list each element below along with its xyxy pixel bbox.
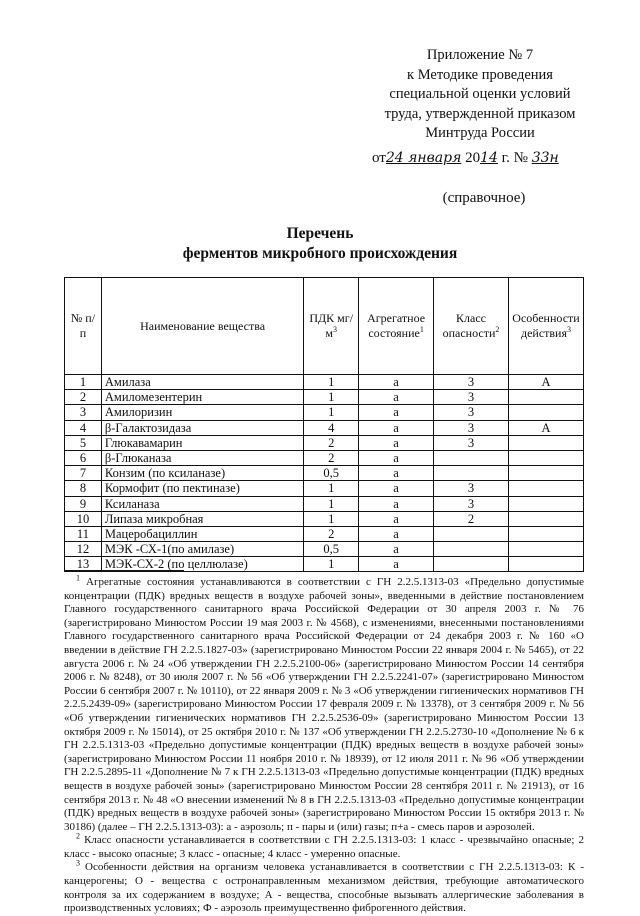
- cell-features: [508, 526, 583, 541]
- cell-name: Амилаза: [101, 375, 303, 390]
- footnote: [64, 831, 584, 861]
- cell-state: а: [359, 526, 434, 541]
- order-year-suffix: 14: [480, 150, 498, 166]
- cell-hazard: 3: [434, 481, 509, 496]
- cell-name: Кормофит (по пектиназе): [101, 481, 303, 496]
- footnotes: [64, 573, 584, 916]
- cell-hazard: [434, 466, 509, 481]
- appendix-header: [360, 46, 600, 144]
- cell-features: [508, 405, 583, 420]
- appendix-line: к Методике проведения: [407, 66, 553, 83]
- cell-state: а: [359, 450, 434, 465]
- table-row: [65, 526, 584, 541]
- appendix-line: труда, утвержденной приказом: [384, 105, 576, 122]
- cell-pdk: 1: [304, 481, 359, 496]
- cell-hazard: 3: [434, 496, 509, 511]
- cell-pdk: 1: [304, 557, 359, 572]
- state-label: Агрегатное состояние: [367, 311, 426, 340]
- cell-state: а: [359, 481, 434, 496]
- hazard-footnote-mark: 2: [495, 325, 500, 334]
- cell-features: А: [508, 420, 583, 435]
- cell-features: [508, 450, 583, 465]
- cell-state: а: [359, 511, 434, 526]
- title-line-1: Перечень: [286, 225, 354, 242]
- features-footnote-mark: 3: [567, 325, 571, 334]
- table-row: [65, 405, 584, 420]
- footnote-divider: [64, 570, 184, 571]
- footnote-mark: 2: [76, 831, 80, 841]
- cell-hazard: 3: [434, 420, 509, 435]
- order-date-line: [372, 150, 602, 167]
- cell-name: Амиломезентерин: [101, 390, 303, 405]
- appendix-line: специальной оценки условий: [389, 86, 571, 102]
- table-row: [65, 481, 584, 496]
- table-header-row: [65, 278, 584, 375]
- order-year-prefix: 20: [465, 150, 481, 166]
- cell-features: [508, 542, 583, 557]
- cell-features: [508, 481, 583, 496]
- appendix-line: Приложение № 7: [426, 47, 534, 63]
- cell-hazard: 3: [434, 435, 509, 450]
- cell-state: а: [359, 405, 434, 420]
- cell-name: Глюкавамарин: [101, 435, 303, 450]
- table-row: [65, 542, 584, 557]
- cell-pdk: 0,5: [304, 542, 359, 557]
- cell-num: 11: [65, 526, 102, 541]
- footnote-text: Агрегатные состояния устанавливаются в соответствии с ГН 2.2.5.1313-03 «Предельно допустимые концентрации (ПДК) вредных веществ в воздухе рабочей зоны», введенными в действие постановлением Главного государственного санитарного врача Российской Федерации от 30 апреля 2003 г. № 76 (зарегистрировано Минюстом России 19 мая 2003 г. № 4568), с изменениями, внесенными постановлениями Главного государственного санитарного врача Российской Федерации от 24 декабря 2003 г. № 160 «О введении в действие ГН 2.2.5.1827-03» (зарегистрировано Минюстом России 22 января 2004 г. № 5465), от 22 августа 2006 г. № 24 «Об утверждении ГН 2.2.5.2100-06» (зарегистрировано Минюстом России 14 сентября 2006 г. № 8248), от 30 июля 2007 г. № 56 «Об утверждении ГН 2.2.5.2241-07» (зарегистрировано Минюстом России 6 сентября 2007 г. № 10110), от 22 января 2009 г. № 3 «Об утверждении гигиенических нормативов ГН 2.2.5.2439-09» (зарегистрировано Минюстом России 17 февраля 2009 г. № 13378), от 3 сентября 2009 г. № 56 «Об утверждении гигиенических нормативов ГН 2.2.5.2536-09» (зарегистрировано Минюстом России 13 октября 2009 г. № 15014), от 25 октября 2010 г. № 137 «Об утверждении ГН 2.2.5.2730-10 «Дополнение № 6 к ГН 2.2.5.1313-03 «Предельно допустимые концентрации (ПДК) вредных веществ в воздухе рабочей зоны» (зарегистрировано Минюстом России 11 ноября 2010 г. № 18939), от 12 июля 2011 г. № 96 «Об утверждении ГН 2.2.5.2895-11 «Дополнение № 7 к ГН 2.2.5.1313-03 «Предельно допустимые концентрации (ПДК) вредных веществ в воздухе рабочей зоны» (зарегистрировано Минюстом России 28 сентября 2011 г. № 21913), от 16 сентября 2013 г. № 48 «О внесении изменений № 8 в ГН 2.2.5.1313-03 «Предельно допустимые концентрации (ПДК) вредных веществ в воздухе рабочей зоны» (зарегистрировано Минюстом России 15 октября 2013 г. № 30186) (далее – ГН 2.2.5.1313-03): а - аэрозоль; п - пары и (или) газы; п+а - смесь паров и аэрозолей.: [64, 576, 584, 833]
- table-row: [65, 420, 584, 435]
- order-year-unit: г. №: [501, 150, 528, 166]
- cell-features: [508, 557, 583, 572]
- enzymes-table: [64, 277, 584, 572]
- cell-num: 13: [65, 557, 102, 572]
- pdk-label: ПДК мг/м: [309, 311, 354, 340]
- cell-state: а: [359, 466, 434, 481]
- cell-state: а: [359, 375, 434, 390]
- cell-state: а: [359, 435, 434, 450]
- cell-name: Ксиланаза: [101, 496, 303, 511]
- col-header-pdk: [304, 278, 359, 375]
- cell-num: 12: [65, 542, 102, 557]
- hazard-label: Класс опасности: [442, 311, 496, 340]
- footnote: [64, 573, 584, 834]
- cell-hazard: [434, 557, 509, 572]
- cell-features: [508, 511, 583, 526]
- cell-num: 1: [65, 375, 102, 390]
- cell-num: 4: [65, 420, 102, 435]
- cell-hazard: [434, 542, 509, 557]
- cell-state: а: [359, 557, 434, 572]
- cell-num: 10: [65, 511, 102, 526]
- footnote-mark: 1: [76, 573, 80, 583]
- cell-num: 9: [65, 496, 102, 511]
- cell-state: а: [359, 496, 434, 511]
- cell-num: 2: [65, 390, 102, 405]
- cell-num: 3: [65, 405, 102, 420]
- col-header-name: Наименование вещества: [101, 278, 303, 375]
- cell-pdk: 1: [304, 390, 359, 405]
- col-header-hazard: [434, 278, 509, 375]
- cell-features: [508, 466, 583, 481]
- table-row: [65, 450, 584, 465]
- cell-name: МЭК-СХ-2 (по целлюлазе): [101, 557, 303, 572]
- cell-name: МЭК -СХ-1(по амилазе): [101, 542, 303, 557]
- cell-name: Мацеробациллин: [101, 526, 303, 541]
- cell-pdk: 2: [304, 435, 359, 450]
- table-row: [65, 390, 584, 405]
- cell-name: β-Глюканаза: [101, 450, 303, 465]
- cell-state: а: [359, 420, 434, 435]
- cell-features: [508, 390, 583, 405]
- cell-pdk: 2: [304, 526, 359, 541]
- cell-pdk: 0,5: [304, 466, 359, 481]
- cell-hazard: 3: [434, 375, 509, 390]
- cell-num: 8: [65, 481, 102, 496]
- footnote-text: Класс опасности устанавливается в соответствии с ГН 2.2.5.1313-03: 1 класс - чрезвычайно опасные; 2 класс - высоко опасные; 3 класс - опасные; 4 класс - умеренно опасные.: [64, 834, 584, 860]
- cell-hazard: [434, 526, 509, 541]
- document-title: [80, 224, 560, 264]
- cell-pdk: 1: [304, 405, 359, 420]
- footnote-mark: 3: [76, 858, 80, 868]
- cell-pdk: 1: [304, 511, 359, 526]
- table-row: [65, 466, 584, 481]
- features-label: Особенности действия: [512, 311, 580, 340]
- footnote-text: Особенности действия на организм человека устанавливается в соответствии с ГН 2.2.5.1313-03: К - канцерогены; О - вещества с остронаправленным механизмом действия, требующие автоматического контроля за их содержанием в воздухе; А - вещества, способные вызывать аллергические заболевания в производственных условиях; Ф - аэрозоль преимущественно фиброгенного действия.: [64, 861, 584, 915]
- pdk-footnote-mark: 3: [332, 325, 337, 334]
- cell-features: А: [508, 375, 583, 390]
- cell-num: 5: [65, 435, 102, 450]
- table-row: [65, 435, 584, 450]
- title-line-2: ферментов микробного происхождения: [182, 245, 458, 262]
- table-row: [65, 375, 584, 390]
- cell-name: β-Галактозидаза: [101, 420, 303, 435]
- footnote: [64, 858, 584, 915]
- cell-state: а: [359, 390, 434, 405]
- order-number: 33н: [531, 150, 559, 166]
- cell-name: Амилоризин: [101, 405, 303, 420]
- state-footnote-mark: 1: [419, 325, 424, 334]
- cell-state: а: [359, 542, 434, 557]
- cell-num: 7: [65, 466, 102, 481]
- table-row: [65, 511, 584, 526]
- cell-features: [508, 435, 583, 450]
- cell-name: Липаза микробная: [101, 511, 303, 526]
- cell-hazard: 3: [434, 405, 509, 420]
- cell-pdk: 1: [304, 496, 359, 511]
- cell-pdk: 4: [304, 420, 359, 435]
- cell-pdk: 1: [304, 375, 359, 390]
- cell-num: 6: [65, 450, 102, 465]
- order-day-month: 24 января: [385, 150, 462, 166]
- col-header-num: № п/п: [65, 278, 102, 375]
- cell-pdk: 2: [304, 450, 359, 465]
- col-header-state: [359, 278, 434, 375]
- order-prefix: от: [372, 150, 386, 166]
- cell-features: [508, 496, 583, 511]
- reference-note: (справочное): [442, 190, 526, 206]
- cell-name: Конзим (по ксиланазе): [101, 466, 303, 481]
- table-row: [65, 496, 584, 511]
- cell-hazard: 3: [434, 390, 509, 405]
- appendix-line: Минтруда России: [425, 125, 535, 141]
- cell-hazard: [434, 450, 509, 465]
- col-header-features: [508, 278, 583, 375]
- cell-hazard: 2: [434, 511, 509, 526]
